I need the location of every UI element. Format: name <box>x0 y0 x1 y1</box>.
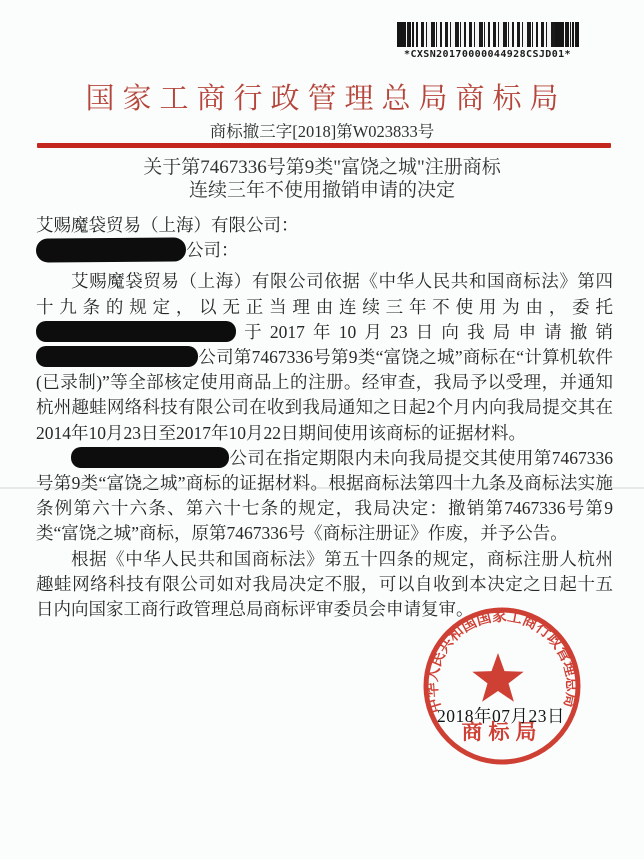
addressee-primary: 艾赐魔袋贸易（上海）有限公司： <box>36 215 299 235</box>
seal-rim-text: 中华人民共和国国家工商行政管理总局 <box>423 607 581 715</box>
redaction-bar <box>36 346 198 367</box>
paragraph-3-text: 根据《中华人民共和国商标法》第五十四条的规定，商标注册人杭州趣蛙网络科技有限公司如对我局决定不服，可以自收到本决定之日起十五日内向国家工商行政管理总局商标评审委员会申请复审。 <box>36 548 613 620</box>
redaction-bar <box>36 238 186 263</box>
addressee-secondary <box>36 238 613 263</box>
paragraph-1-text-b: 于2017年10月23日向我局申请撤销 <box>236 321 613 342</box>
redaction-bar <box>36 321 236 342</box>
paragraph-1 <box>36 269 613 445</box>
decision-title-line-1: 关于第7467336号第9类"富饶之城"注册商标 <box>143 157 501 178</box>
red-divider-line <box>37 143 611 148</box>
seal-office-text: 商标局 <box>461 720 543 744</box>
document-body <box>36 213 613 622</box>
agency-title: 国家工商行政管理总局商标局 <box>85 83 567 115</box>
decision-title <box>0 156 644 202</box>
paragraph-2 <box>36 446 613 547</box>
decision-title-line-2: 连续三年不使用撤销申请的决定 <box>188 180 455 201</box>
paragraph-2-text: 公司在指定期限内未向我局提交其使用第7467336号第9类“富饶之城”商标的证据材料。根据商标法第四十九条及商标法实施条例第六十六条、第六十七条的规定，我局决定：撤销第7467336号第9类“富饶之城”商标，原第7467336号《商标注册证》作废，并予公告。 <box>36 447 613 544</box>
star-icon <box>472 653 523 702</box>
issue-date: 2018年07月23日 <box>437 706 565 726</box>
redaction-bar <box>71 447 229 468</box>
barcode-text: *CXSN20170000044928CSJD01* <box>404 49 571 60</box>
official-seal <box>417 601 587 771</box>
document-number: 商标撤三字[2018]第W023833号 <box>209 122 435 141</box>
paragraph-1-text-c: 公司第7467336号第9类“富饶之城”商标在“计算机软件(已录制)”等全部核定使用商品上的注册。经审查，我局予以受理，并通知杭州趣蛙网络科技有限公司在收到我局通知之日起2个月内向我局提交其在2014年10月23日至2017年10月22日期间使用该商标的证据材料。 <box>36 347 613 443</box>
barcode-block <box>385 22 590 60</box>
seal-rim-text-holder <box>422 606 582 715</box>
paragraph-1-text-a: 艾赐魔袋贸易（上海）有限公司依据《中华人民共和国商标法》第四十九条的规定，以无正当理由连续三年不使用为由，委托 <box>36 271 613 317</box>
scan-artifact-line <box>0 487 644 489</box>
addressee-secondary-suffix: 公司： <box>186 240 239 261</box>
barcode <box>397 22 579 47</box>
